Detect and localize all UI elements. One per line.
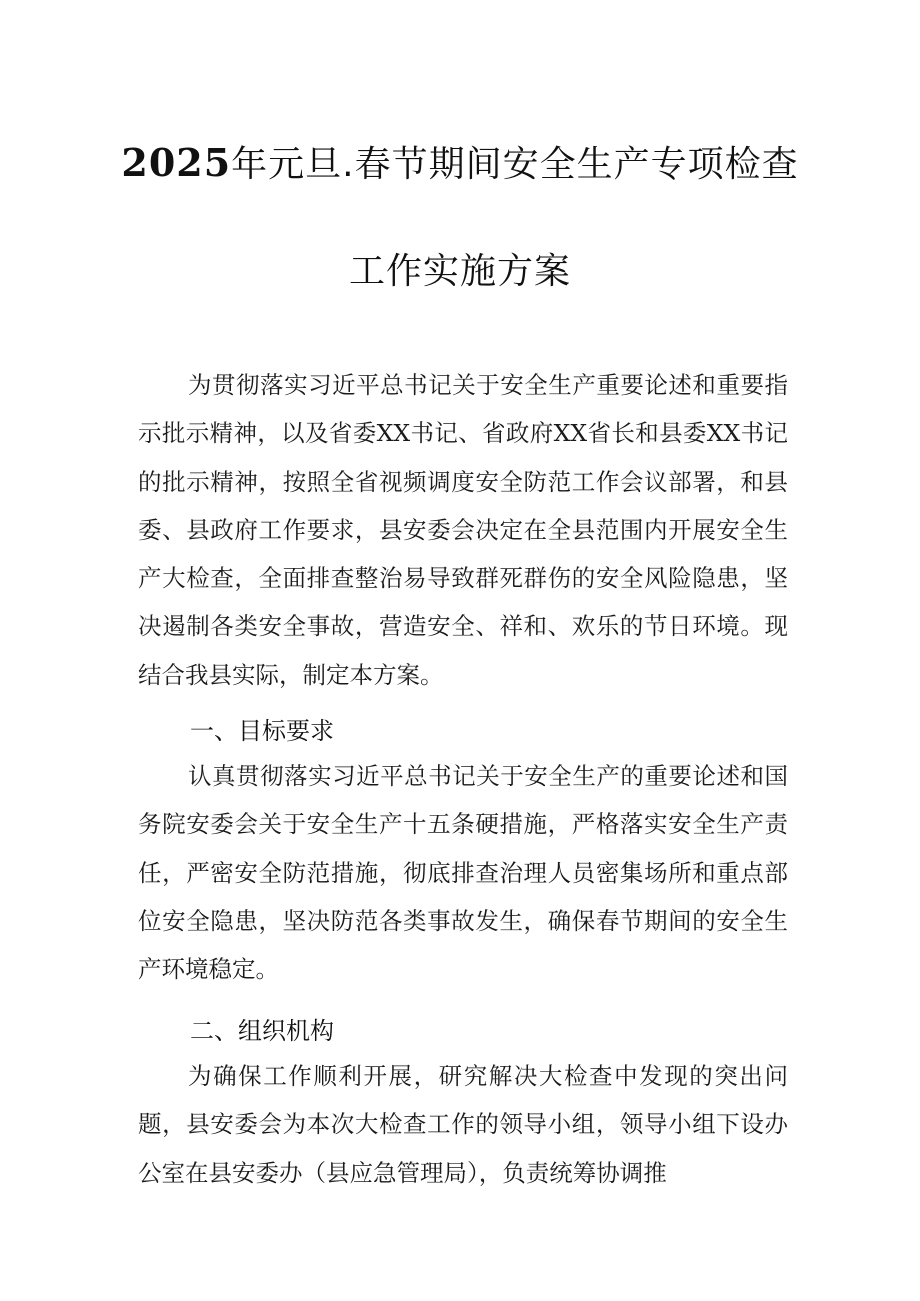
document-title-line-2: 工作实施方案	[348, 251, 571, 292]
intro-paragraph: 为贯彻落实习近平总书记关于安全生产重要论述和重要指示批示精神，以及省委XX书记、省政府XX省长和县委XX书记的批示精神，按照全省视频调度安全防范工作会议部署，和县委、县政府工作要求，县安委会决定在全县范围内开展安全生产大检查，全面排查整治易导致群死群伤的安全风险隐患，坚决遏制各类安全事故，营造安全、祥和、欢乐的节日环境。现结合我县实际，制定本方案。	[138, 371, 788, 689]
section-heading-organization: 二、组织机构	[190, 1017, 334, 1045]
section-heading-goals: 一、目标要求	[190, 717, 334, 745]
goals-paragraph: 认真贯彻落实习近平总书记关于安全生产的重要论述和国务院安委会关于安全生产十五条硬措施，严格落实安全生产责任，严密安全防范措施，彻底排查治理人员密集场所和重点部位安全隐患，坚决防范各类事故发生，确保春节期间的安全生产环境稳定。	[138, 762, 788, 984]
organization-paragraph: 为确保工作顺利开展，研究解决大检查中发现的突出问题，县安委会为本次大检查工作的领导小组，领导小组下设办公室在县安委办（县应急管理局），负责统筹协调推	[138, 1062, 788, 1187]
title-year: 2025	[121, 140, 232, 185]
title-text: 年元旦.春节期间安全生产专项检查	[231, 144, 799, 185]
document-title-line-1	[0, 136, 920, 187]
